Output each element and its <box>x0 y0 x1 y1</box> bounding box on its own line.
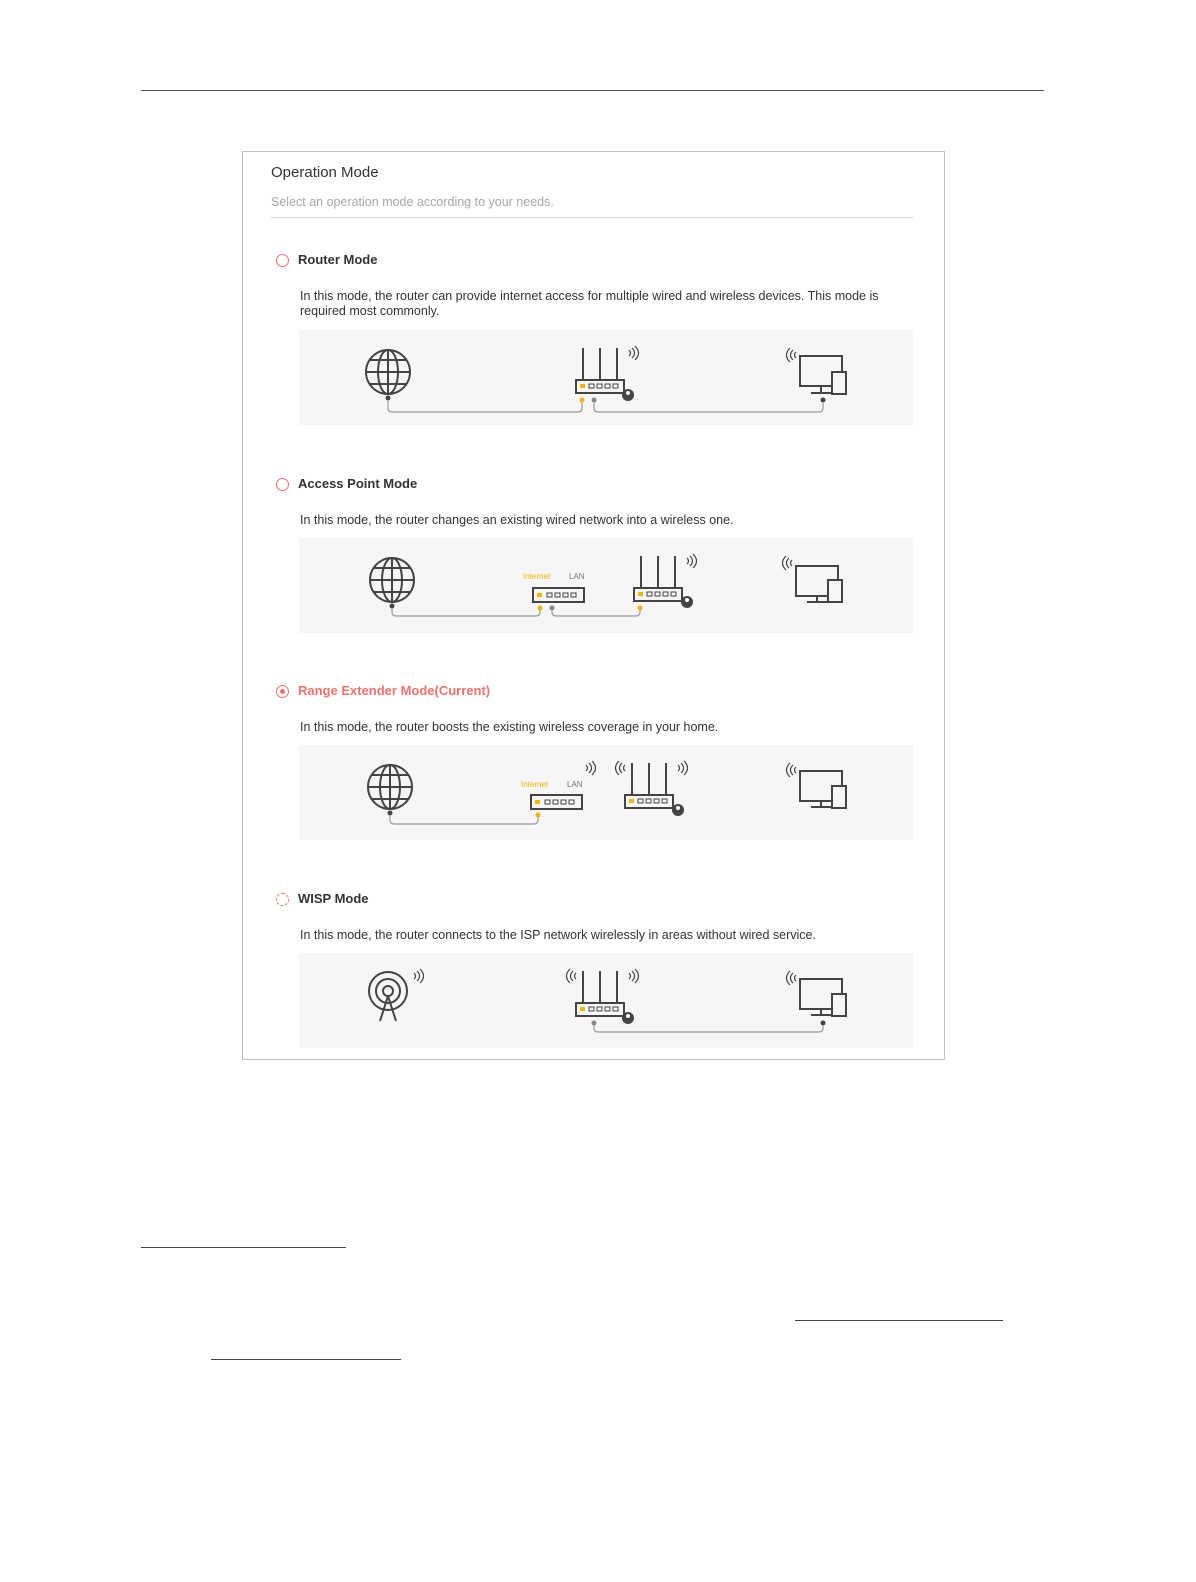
wisp-mode-diagram-svg <box>299 953 913 1048</box>
monitor-phone-icon <box>800 771 846 808</box>
access-point-mode-label[interactable]: Access Point Mode <box>298 476 418 491</box>
radio-access-point-mode[interactable] <box>276 478 289 491</box>
monitor-phone-icon <box>796 566 842 602</box>
range-extender-mode-label[interactable]: Range Extender Mode(Current) <box>298 683 491 698</box>
router-mode-label[interactable]: Router Mode <box>298 252 378 267</box>
user-badge-icon <box>672 804 684 816</box>
router-mode-diagram-svg <box>299 330 913 425</box>
range-extender-mode-description: In this mode, the router boosts the existing wireless coverage in your home. <box>300 720 719 734</box>
router-mode-diagram <box>299 330 913 425</box>
isp-tower-icon <box>369 972 407 1021</box>
ap-internet-port-label: Internet <box>523 572 551 581</box>
wifi-signal-icon <box>687 554 697 568</box>
wifi-signal-icon <box>629 346 639 360</box>
radio-range-extender-mode[interactable] <box>276 685 289 698</box>
user-badge-icon <box>622 389 634 401</box>
globe-icon <box>368 765 412 809</box>
monitor-phone-icon <box>800 356 846 394</box>
wisp-mode-label[interactable]: WISP Mode <box>298 891 369 906</box>
access-point-mode-diagram-svg <box>299 538 913 633</box>
range-extender-mode-diagram <box>299 745 913 840</box>
link-underline-2[interactable] <box>211 1359 401 1360</box>
router-mode-description: In this mode, the router can provide internet access for multiple wired and wireless devices. This mode is required most commonly. <box>300 289 879 318</box>
re-lan-port-label: LAN <box>567 780 583 789</box>
link-underline-1[interactable] <box>795 1320 1003 1321</box>
panel-divider <box>271 217 913 218</box>
globe-icon <box>370 558 414 602</box>
ap-lan-port-label: LAN <box>569 572 585 581</box>
monitor-phone-icon <box>800 979 846 1016</box>
range-extender-mode-diagram-svg <box>299 745 913 840</box>
access-point-mode-diagram <box>299 538 913 633</box>
wisp-mode-description: In this mode, the router connects to the ISP network wirelessly in areas without wired service. <box>300 928 816 942</box>
wifi-signal-icon <box>616 761 688 775</box>
header-rule <box>141 90 1044 91</box>
panel-title: Operation Mode <box>271 164 379 181</box>
panel-subtitle: Select an operation mode according to your needs. <box>271 195 554 209</box>
wisp-mode-diagram <box>299 953 913 1048</box>
operation-mode-panel <box>242 151 945 1060</box>
user-badge-icon <box>622 1012 634 1024</box>
user-badge-icon <box>681 596 693 608</box>
globe-icon <box>366 350 410 394</box>
radio-router-mode[interactable] <box>276 254 289 267</box>
re-internet-port-label: Internet <box>521 780 549 789</box>
footnote-rule <box>141 1247 346 1248</box>
wifi-signal-icon <box>414 969 424 983</box>
radio-wisp-mode[interactable] <box>276 893 289 906</box>
access-point-mode-description: In this mode, the router changes an existing wired network into a wireless one. <box>300 513 734 527</box>
